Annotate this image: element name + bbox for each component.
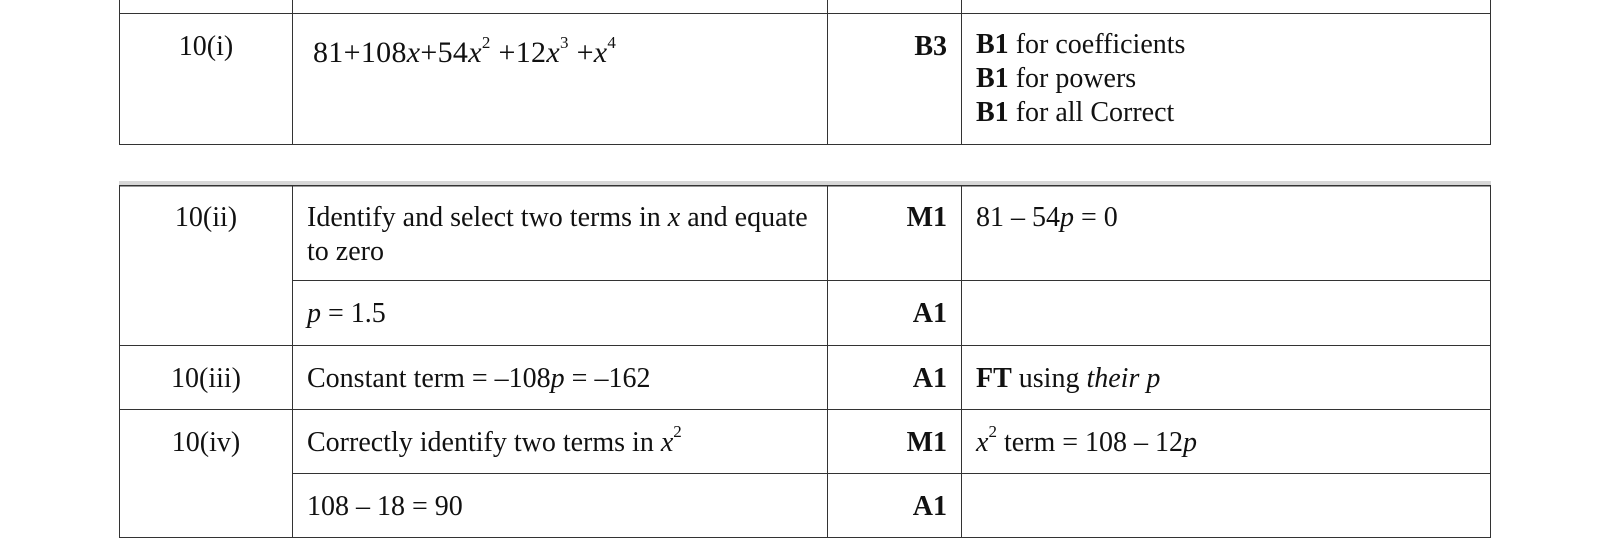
guidance-cell xyxy=(962,0,1491,14)
marks-cell xyxy=(828,345,962,409)
guidance-list xyxy=(962,14,1490,130)
table-row-10iv-answer xyxy=(120,473,1491,537)
question-number: 10(ii) xyxy=(174,202,238,233)
guidance-line: B1 for coefficients xyxy=(976,29,1186,60)
guidance-cell xyxy=(962,409,1491,473)
answer-cell xyxy=(293,0,828,14)
guidance-text: 81 – 54p = 0 xyxy=(976,202,1118,233)
question-cell xyxy=(120,0,293,14)
question-cell xyxy=(120,14,293,145)
table-row-10iii xyxy=(120,345,1491,409)
answer-text: Constant term = –108p = –162 xyxy=(307,362,651,394)
answer-cell xyxy=(293,473,828,537)
marks-cell xyxy=(828,280,962,345)
question-cell xyxy=(120,345,293,409)
mark-code: B3 xyxy=(914,31,947,62)
answer-cell xyxy=(293,183,828,280)
guidance-cell xyxy=(962,345,1491,409)
answer-cell xyxy=(293,409,828,473)
answer-cell xyxy=(293,345,828,409)
mark-code: M1 xyxy=(906,426,947,458)
table-row-10iv xyxy=(120,409,1491,473)
marks-cell xyxy=(828,183,962,280)
mark-code: A1 xyxy=(912,362,947,394)
guidance-cell xyxy=(962,183,1491,280)
answer-cell xyxy=(293,280,828,345)
marks-cell xyxy=(828,473,962,537)
mark-code: A1 xyxy=(912,297,947,329)
table-row-10ii-answer xyxy=(120,280,1491,345)
mark-scheme-table-bottom xyxy=(119,181,1491,538)
answer-text: p = 1.5 xyxy=(307,297,386,329)
answer-cell xyxy=(293,14,828,145)
marks-cell xyxy=(828,0,962,14)
table-row-partial xyxy=(120,0,1491,14)
guidance-cell xyxy=(962,14,1491,145)
guidance-cell xyxy=(962,473,1491,537)
answer-text: Identify and select two terms in x and equate to zero xyxy=(307,202,808,267)
guidance-line: B1 for all Correct xyxy=(976,97,1175,128)
mark-code: M1 xyxy=(906,202,947,233)
mark-code: A1 xyxy=(912,490,947,522)
mark-scheme-table-top xyxy=(119,0,1491,145)
marks-cell xyxy=(828,14,962,145)
question-cell xyxy=(120,409,293,537)
table-row-10i xyxy=(120,14,1491,145)
guidance-line: B1 for powers xyxy=(976,63,1137,94)
marks-cell xyxy=(828,409,962,473)
answer-text: Correctly identify two terms in $x^2$ xyxy=(307,422,682,458)
question-number: 10(iii) xyxy=(171,362,241,394)
expansion-expression: $81+108x+54x^2 +12x^3 +x^4$ xyxy=(313,33,617,69)
guidance-text: FT using their p xyxy=(976,362,1161,394)
guidance-text: $x^2$ term = 108 – 12p xyxy=(976,422,1198,458)
guidance-cell xyxy=(962,280,1491,345)
question-number: 10(i) xyxy=(178,31,234,62)
question-cell xyxy=(120,183,293,345)
answer-text: 108 – 18 = 90 xyxy=(307,490,463,522)
question-number: 10(iv) xyxy=(171,426,241,458)
table-row-10ii xyxy=(120,183,1491,280)
